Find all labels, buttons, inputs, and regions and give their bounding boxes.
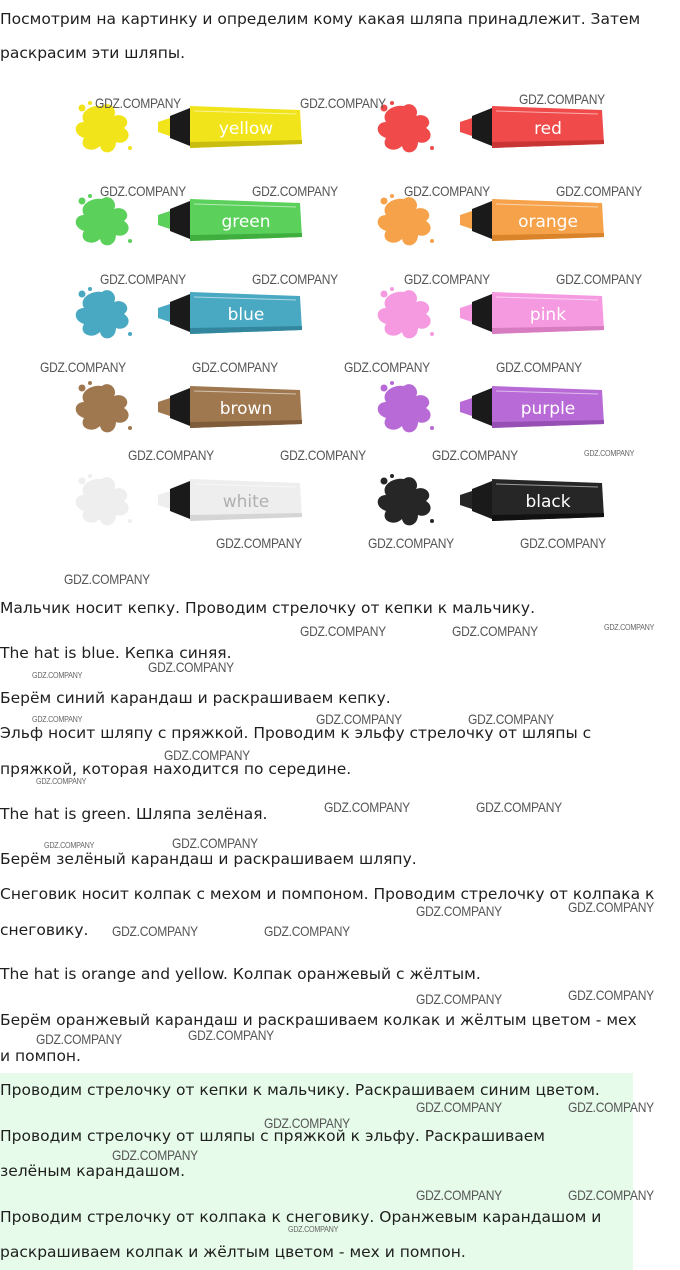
marker-collar	[170, 388, 190, 426]
watermark: GDZ.COMPANY	[496, 359, 582, 375]
splat-drop	[381, 385, 388, 392]
watermark: GDZ.COMPANY	[324, 799, 410, 815]
watermark: GDZ.COMPANY	[112, 923, 198, 939]
marker-pen	[460, 479, 604, 521]
watermark: GDZ.COMPANY	[432, 447, 518, 463]
splat-drop	[430, 332, 434, 336]
marker-red	[372, 98, 612, 160]
marker-nib	[460, 304, 472, 322]
marker-purple	[372, 378, 612, 440]
answer-line: зелёным карандашом.	[0, 1162, 186, 1180]
splat-blob	[76, 290, 129, 338]
marker-black-graphic	[372, 471, 612, 533]
answer-line: Проводим стрелочку от шляпы с пряжкой к эльфу. Раскрашиваем	[0, 1127, 545, 1145]
splat-drop	[390, 287, 394, 291]
splat-drop	[88, 194, 92, 198]
marker-pen	[158, 386, 302, 428]
watermark: GDZ.COMPANY	[604, 623, 655, 632]
splat-blob	[378, 104, 431, 152]
watermark: GDZ.COMPANY	[64, 571, 150, 587]
marker-blue	[70, 284, 310, 346]
splat-blob	[378, 384, 431, 432]
marker-green-graphic	[70, 191, 310, 253]
watermark: GDZ.COMPANY	[300, 95, 386, 111]
marker-label: brown	[219, 399, 273, 419]
watermark: GDZ.COMPANY	[192, 359, 278, 375]
watermark: GDZ.COMPANY	[520, 535, 606, 551]
marker-label: red	[534, 119, 562, 139]
splat-drop	[128, 519, 132, 523]
text-line: Берём синий карандаш и раскрашиваем кепку.	[0, 689, 391, 707]
watermark: GDZ.COMPANY	[100, 271, 186, 287]
watermark: GDZ.COMPANY	[316, 711, 402, 727]
paint-splat	[76, 287, 132, 338]
watermark: GDZ.COMPANY	[252, 183, 338, 199]
splat-drop	[430, 519, 434, 523]
watermark: GDZ.COMPANY	[452, 623, 538, 639]
watermark: GDZ.COMPANY	[148, 659, 234, 675]
paint-splat	[378, 287, 434, 338]
marker-blue-graphic	[70, 284, 310, 346]
splat-drop	[390, 381, 394, 385]
watermark: GDZ.COMPANY	[252, 271, 338, 287]
marker-label: white	[222, 492, 270, 512]
marker-brown-graphic	[70, 378, 310, 440]
watermark: GDZ.COMPANY	[40, 359, 126, 375]
marker-nib	[158, 491, 170, 509]
watermark: GDZ.COMPANY	[188, 1027, 274, 1043]
watermark: GDZ.COMPANY	[264, 923, 350, 939]
marker-collar	[472, 201, 492, 239]
splat-drop	[381, 478, 388, 485]
watermark: GDZ.COMPANY	[584, 449, 635, 458]
marker-pen	[460, 106, 604, 148]
watermark: GDZ.COMPANY	[416, 1187, 502, 1203]
marker-label: orange	[518, 212, 578, 232]
watermark: GDZ.COMPANY	[36, 777, 87, 786]
intro-text: Посмотрим на картинку и определим кому какая шляпа принадлежит. Затем раскрасим эти шляпы.	[0, 10, 641, 62]
marker-nib	[158, 304, 170, 322]
text-line: The hat is green. Шляпа зелёная.	[0, 805, 268, 823]
splat-drop	[128, 426, 132, 430]
splat-blob	[76, 104, 129, 152]
splat-blob	[76, 197, 129, 245]
watermark: GDZ.COMPANY	[288, 1225, 339, 1234]
marker-pink	[372, 284, 612, 346]
marker-pink-graphic	[372, 284, 612, 346]
splat-drop	[381, 291, 388, 298]
marker-pen	[460, 386, 604, 428]
watermark: GDZ.COMPANY	[32, 715, 83, 724]
marker-nib	[158, 118, 170, 136]
text-line: Эльф носит шляпу с пряжкой. Проводим к эльфу стрелочку от шляпы с	[0, 724, 592, 742]
text-line: Мальчик носит кепку. Проводим стрелочку от кепки к мальчику.	[0, 599, 536, 617]
marker-label: black	[525, 492, 571, 512]
watermark: GDZ.COMPANY	[416, 903, 502, 919]
marker-collar	[472, 294, 492, 332]
marker-nib	[460, 118, 472, 136]
watermark: GDZ.COMPANY	[476, 799, 562, 815]
watermark: GDZ.COMPANY	[416, 1099, 502, 1115]
text-line: Снеговик носит колпак с мехом и помпоном. Проводим стрелочку от колпака к	[0, 885, 655, 903]
marker-pen	[158, 292, 302, 334]
watermark: GDZ.COMPANY	[95, 95, 181, 111]
watermark: GDZ.COMPANY	[416, 991, 502, 1007]
paint-splat	[378, 474, 434, 525]
splat-drop	[79, 478, 86, 485]
splat-drop	[79, 198, 86, 205]
splat-drop	[79, 105, 86, 112]
watermark: GDZ.COMPANY	[44, 841, 95, 850]
paint-splat	[378, 194, 434, 245]
marker-red-graphic	[372, 98, 612, 160]
marker-nib	[460, 211, 472, 229]
watermark: GDZ.COMPANY	[100, 183, 186, 199]
splat-blob	[378, 290, 431, 338]
watermark: GDZ.COMPANY	[404, 183, 490, 199]
marker-white	[70, 471, 310, 533]
marker-nib	[460, 491, 472, 509]
marker-pen	[158, 106, 302, 148]
marker-nib	[460, 398, 472, 416]
splat-drop	[88, 474, 92, 478]
marker-nib	[158, 398, 170, 416]
marker-pen	[460, 199, 604, 241]
watermark: GDZ.COMPANY	[556, 183, 642, 199]
splat-blob	[76, 384, 129, 432]
watermark: GDZ.COMPANY	[404, 271, 490, 287]
marker-collar	[170, 108, 190, 146]
splat-drop	[128, 332, 132, 336]
text-line: The hat is blue. Кепка синяя.	[0, 644, 232, 662]
marker-collar	[472, 108, 492, 146]
splat-drop	[390, 101, 394, 105]
text-line: и помпон.	[0, 1047, 81, 1065]
marker-black	[372, 471, 612, 533]
splat-drop	[128, 146, 132, 150]
text-line: снеговику.	[0, 921, 89, 939]
marker-white-graphic	[70, 471, 310, 533]
watermark: GDZ.COMPANY	[368, 535, 454, 551]
watermark: GDZ.COMPANY	[164, 747, 250, 763]
watermark: GDZ.COMPANY	[344, 359, 430, 375]
watermark: GDZ.COMPANY	[112, 1147, 198, 1163]
splat-drop	[128, 239, 132, 243]
paint-splat	[76, 474, 132, 525]
marker-label: purple	[520, 399, 576, 419]
marker-purple-graphic	[372, 378, 612, 440]
watermark: GDZ.COMPANY	[568, 899, 654, 915]
splat-drop	[88, 381, 92, 385]
marker-pen	[158, 479, 302, 521]
marker-collar	[170, 294, 190, 332]
answer-line: Проводим стрелочку от кепки к мальчику. Раскрашиваем синим цветом.	[0, 1081, 600, 1099]
marker-label: pink	[529, 305, 567, 325]
watermark: GDZ.COMPANY	[264, 1115, 350, 1131]
splat-blob	[76, 477, 129, 525]
text-line: The hat is orange and yellow. Колпак оранжевый с жёлтым.	[0, 965, 481, 983]
watermark: GDZ.COMPANY	[556, 271, 642, 287]
watermark: GDZ.COMPANY	[172, 835, 258, 851]
marker-label: blue	[227, 305, 265, 325]
paint-splat	[76, 381, 132, 432]
marker-green	[70, 191, 310, 253]
splat-drop	[430, 426, 434, 430]
answer-line: Проводим стрелочку от колпака к снеговику. Оранжевым карандашом и	[0, 1208, 602, 1226]
marker-label: yellow	[218, 119, 274, 139]
watermark: GDZ.COMPANY	[280, 447, 366, 463]
splat-drop	[79, 385, 86, 392]
watermark: GDZ.COMPANY	[568, 987, 654, 1003]
watermark: GDZ.COMPANY	[568, 1187, 654, 1203]
text-line: Берём зелёный карандаш и раскрашиваем шляпу.	[0, 850, 417, 868]
marker-collar	[472, 388, 492, 426]
splat-blob	[378, 197, 431, 245]
text-line: пряжкой, которая находится по середине.	[0, 760, 352, 778]
marker-label: green	[221, 212, 271, 232]
splat-drop	[88, 287, 92, 291]
watermark: GDZ.COMPANY	[216, 535, 302, 551]
text-line: Берём оранжевый карандаш и раскрашиваем колкак и жёлтым цветом - мех	[0, 1011, 637, 1029]
paint-splat	[378, 101, 434, 152]
marker-brown	[70, 378, 310, 440]
watermark: GDZ.COMPANY	[568, 1099, 654, 1115]
answer-line: раскрашиваем колпак и жёлтым цветом - мех и помпон.	[0, 1243, 466, 1261]
marker-pen	[158, 199, 302, 241]
marker-collar	[472, 481, 492, 519]
watermark: GDZ.COMPANY	[128, 447, 214, 463]
watermark: GDZ.COMPANY	[36, 1031, 122, 1047]
splat-drop	[381, 198, 388, 205]
splat-blob	[378, 477, 431, 525]
splat-drop	[390, 474, 394, 478]
watermark: GDZ.COMPANY	[300, 623, 386, 639]
splat-drop	[88, 101, 92, 105]
watermark: GDZ.COMPANY	[468, 711, 554, 727]
splat-drop	[79, 291, 86, 298]
watermark: GDZ.COMPANY	[519, 91, 605, 107]
marker-nib	[158, 211, 170, 229]
splat-drop	[430, 239, 434, 243]
paint-splat	[76, 194, 132, 245]
splat-drop	[390, 194, 394, 198]
paint-splat	[378, 381, 434, 432]
marker-orange	[372, 191, 612, 253]
marker-collar	[170, 481, 190, 519]
marker-pen	[460, 292, 604, 334]
splat-drop	[430, 146, 434, 150]
marker-collar	[170, 201, 190, 239]
watermark: GDZ.COMPANY	[32, 671, 83, 680]
marker-orange-graphic	[372, 191, 612, 253]
